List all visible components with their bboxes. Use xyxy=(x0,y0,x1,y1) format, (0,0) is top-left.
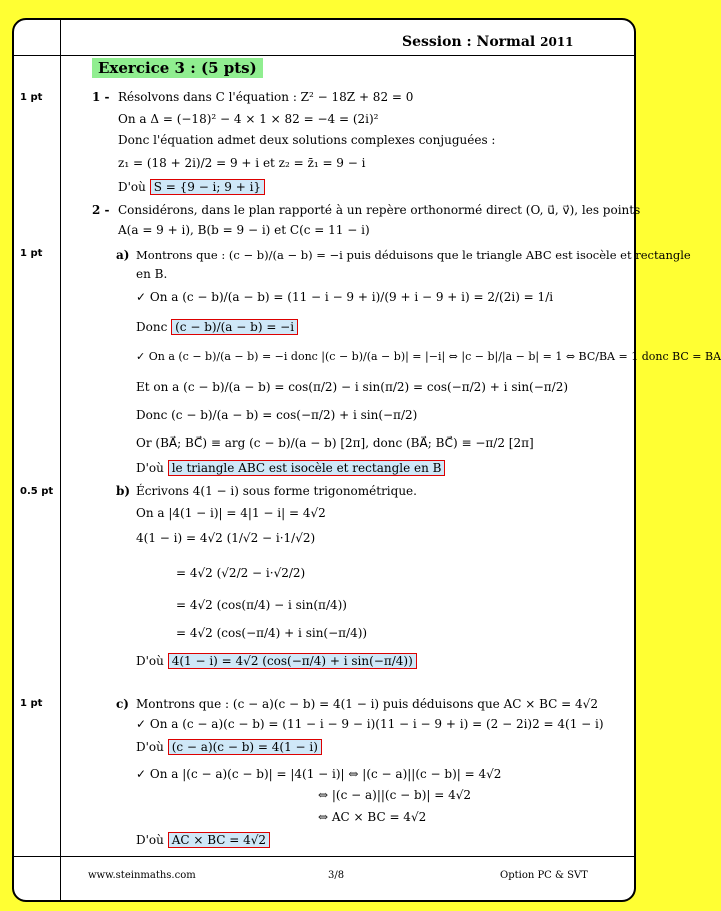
points-q2c: 1 pt xyxy=(20,698,43,709)
q1-sentence: Donc l'équation admet deux solutions complexes conjuguées : xyxy=(118,133,496,147)
q2a-conclusion: D'où le triangle ABC est isocèle et rectangle en B xyxy=(136,461,445,475)
q2a-answer-box: le triangle ABC est isocèle et rectangle en B xyxy=(168,460,446,476)
q2c-step-1: ✓ On a (c − a)(c − b) = (11 − i − 9 − i)(11 − i − 9 + i) = (2 − 2i)2 = 4(1 − i) xyxy=(136,717,604,731)
q1-intro: Résolvons dans C l'équation : Z² − 18Z + 82 = 0 xyxy=(118,90,414,104)
q2b-label: b) xyxy=(116,484,131,498)
q2a-result-box: (c − b)/(a − b) = −i xyxy=(171,319,298,335)
q1-delta: On a Δ = (−18)² − 4 × 1 × 82 = −4 = (2i)² xyxy=(118,112,379,126)
q2c-label: c) xyxy=(116,697,129,711)
q2-number: 2 - xyxy=(92,203,110,217)
q2b-line-4: = 4√2 (cos(π/4) − i sin(π/4)) xyxy=(176,598,347,612)
q2c-step-5: ⇔ AC × BC = 4√2 xyxy=(318,810,427,824)
q2b-line-5: = 4√2 (cos(−π/4) + i sin(−π/4)) xyxy=(176,626,368,640)
q1-conclusion: D'où S = {9 − i; 9 + i} xyxy=(118,180,265,194)
exercise-title: Exercice 3 : (5 pts) xyxy=(92,58,263,78)
q2a-statement-1: Montrons que : (c − b)/(a − b) = −i puis déduisons que le triangle ABC est isocèle et rectangle xyxy=(136,248,691,262)
q2a-step-6: Or (BA⃗; BC⃗) ≡ arg (c − b)/(a − b) [2π], donc (BA⃗; BC⃗) ≡ −π/2 [2π] xyxy=(136,436,534,450)
q2c-step-4: ⇔ |(c − a)||(c − b)| = 4√2 xyxy=(318,788,472,802)
document-page xyxy=(12,18,721,902)
q2b-conclusion: D'où 4(1 − i) = 4√2 (cos(−π/4) + i sin(−π/4)) xyxy=(136,654,417,668)
q2c-step-2: D'où (c − a)(c − b) = 4(1 − i) xyxy=(136,740,322,754)
q2-intro-2: A(a = 9 + i), B(b = 9 − i) et C(c = 11 − i) xyxy=(118,223,370,237)
q1-roots: z₁ = (18 + 2i)/2 = 9 + i et z₂ = z̄₁ = 9 − i xyxy=(118,156,366,170)
q2a-step-3: ✓ On a (c − b)/(a − b) = −i donc |(c − b)/(a − b)| = |−i| ⇔ |c − b|/|a − b| = 1 ⇔ BC/BA = 1 donc BC = BA xyxy=(136,350,721,363)
footer-option: Option PC & SVT xyxy=(500,870,588,881)
q2b-line-3: = 4√2 (√2/2 − i·√2/2) xyxy=(176,566,306,580)
q2a-step-2: Donc (c − b)/(a − b) = −i xyxy=(136,320,298,334)
q2a-step-1: ✓ On a (c − b)/(a − b) = (11 − i − 9 + i)/(9 + i − 9 + i) = 2/(2i) = 1/i xyxy=(136,290,554,304)
q2b-line-1: On a |4(1 − i)| = 4|1 − i| = 4√2 xyxy=(136,506,326,520)
q2c-conclusion: D'où AC × BC = 4√2 xyxy=(136,833,270,847)
q2a-step-5: Donc (c − b)/(a − b) = cos(−π/2) + i sin(−π/2) xyxy=(136,408,418,422)
q2a-statement-2: en B. xyxy=(136,267,168,281)
q2c-result-box: (c − a)(c − b) = 4(1 − i) xyxy=(168,739,322,755)
session-label: Session : Normal 2011 xyxy=(402,34,574,50)
q2b-line-2: 4(1 − i) = 4√2 (1/√2 − i·1/√2) xyxy=(136,531,316,545)
q1-answer-box: S = {9 − i; 9 + i} xyxy=(150,179,265,195)
q2a-step-4: Et on a (c − b)/(a − b) = cos(π/2) − i sin(π/2) = cos(−π/2) + i sin(−π/2) xyxy=(136,380,569,394)
q1-number: 1 - xyxy=(92,90,110,104)
points-q1: 1 pt xyxy=(20,92,43,103)
points-q2b: 0.5 pt xyxy=(20,486,54,497)
q2b-statement: Écrivons 4(1 − i) sous forme trigonométrique. xyxy=(136,484,417,498)
points-q2a: 1 pt xyxy=(20,248,43,259)
q2c-step-3: ✓ On a |(c − a)(c − b)| = |4(1 − i)| ⇔ |(c − a)||(c − b)| = 4√2 xyxy=(136,767,502,781)
footer-page-number: 3/8 xyxy=(328,870,345,881)
q2c-answer-box: AC × BC = 4√2 xyxy=(168,832,270,848)
q2-intro-1: Considérons, dans le plan rapporté à un repère orthonormé direct (O, u⃗, v⃗), les points xyxy=(118,203,641,217)
footer-divider xyxy=(14,856,634,857)
q2a-label: a) xyxy=(116,248,130,262)
margin-divider xyxy=(60,20,61,900)
q2b-answer-box: 4(1 − i) = 4√2 (cos(−π/4) + i sin(−π/4)) xyxy=(168,653,417,669)
footer-website: www.steinmaths.com xyxy=(88,870,196,881)
header-divider xyxy=(14,55,634,56)
q2c-statement: Montrons que : (c − a)(c − b) = 4(1 − i) puis déduisons que AC × BC = 4√2 xyxy=(136,697,598,711)
